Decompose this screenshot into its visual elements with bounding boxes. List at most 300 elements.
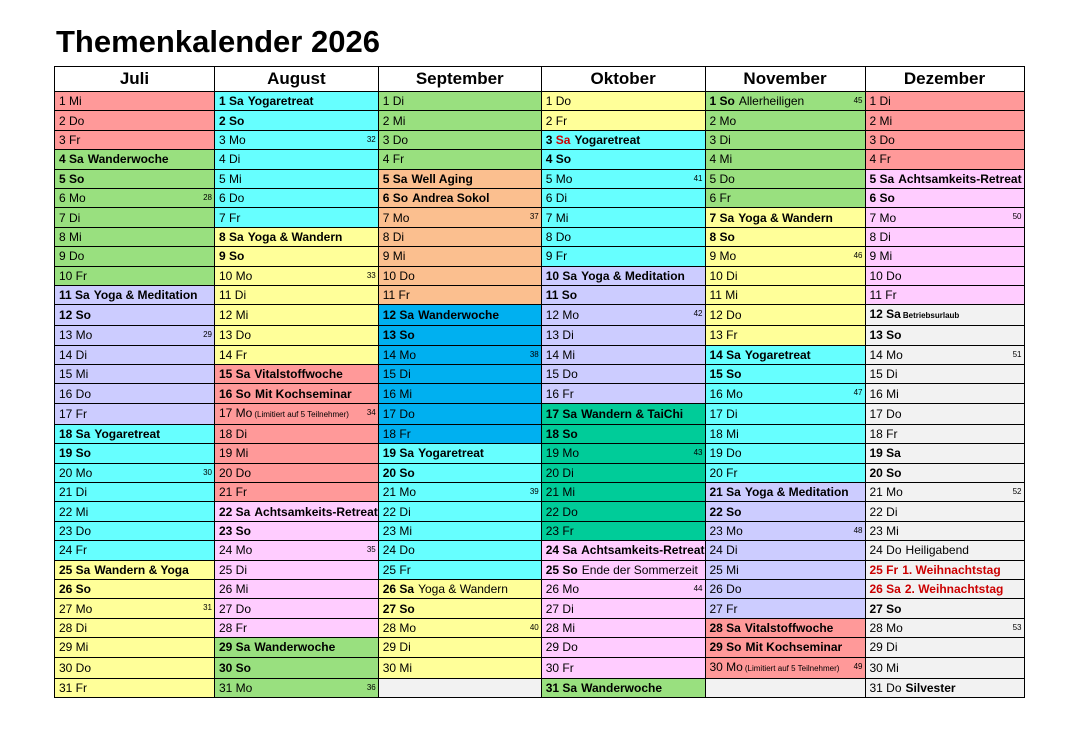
day-cell (865, 424, 1024, 443)
day-event: Yoga & Wandern (418, 582, 508, 597)
day-cell (705, 424, 865, 443)
day-date: 26 Mi (219, 582, 249, 597)
day-date: 24 Fr (59, 543, 88, 558)
day-date: 8 Mi (59, 229, 82, 244)
day-date: 6 So (382, 191, 409, 206)
day-cell (215, 384, 379, 403)
week-number: 48 (853, 525, 863, 535)
day-cell (378, 502, 541, 521)
day-cell (865, 188, 1024, 207)
day-date: 3 Sa (545, 132, 571, 147)
day-date: 22 Di (382, 504, 411, 519)
day-date: 6 Do (219, 191, 245, 206)
day-date: 10 Mo (219, 268, 253, 283)
day-cell (705, 384, 865, 403)
day-event: Yoga & Meditation (581, 268, 685, 283)
day-cell (55, 541, 215, 560)
day-cell (705, 130, 865, 149)
day-date: 23 Fr (545, 524, 574, 538)
day-event: Ende der Sommerzeit (581, 562, 698, 577)
day-date: 9 Mo (709, 249, 737, 264)
day-date: 18 Fr (382, 427, 411, 442)
day-date: 25 Di (219, 562, 248, 577)
week-number: 50 (1012, 212, 1022, 222)
day-event: Yogaretreat (418, 446, 484, 461)
day-date: 7 Mo (869, 210, 897, 225)
day-date: 31 Sa (545, 680, 578, 695)
day-cell (705, 483, 865, 502)
calendar-row (55, 130, 1025, 149)
day-date: 13 Do (219, 328, 252, 343)
day-date: 19 Do (709, 446, 742, 461)
calendar-row (55, 483, 1025, 502)
day-date: 27 Mo (59, 601, 93, 616)
day-cell (865, 502, 1024, 521)
day-date: 12 Sa (869, 307, 901, 322)
day-date: 24 Do (869, 543, 902, 558)
day-cell (705, 579, 865, 598)
day-cell (541, 678, 705, 697)
day-date: 29 Mi (59, 640, 89, 655)
day-date: 24 Do (382, 543, 415, 558)
day-date: 3 Do (382, 132, 409, 147)
day-cell (541, 599, 705, 618)
day-cell (541, 188, 705, 207)
day-date: 25 Fr (382, 562, 411, 577)
day-cell (865, 326, 1024, 345)
week-number: 41 (693, 173, 703, 183)
day-date: 26 Sa (869, 582, 901, 597)
day-cell (215, 111, 379, 130)
day-cell (215, 365, 379, 384)
day-date: 2 Do (59, 113, 85, 128)
day-cell (865, 285, 1024, 304)
day-cell (55, 365, 215, 384)
day-date: 5 Mi (219, 171, 242, 186)
day-date: 11 Sa (59, 288, 90, 303)
day-date: 30 Mi (382, 660, 413, 675)
day-date: 26 So (59, 582, 92, 597)
day-cell (378, 541, 541, 560)
day-cell (378, 579, 541, 598)
day-cell (55, 266, 215, 285)
month-header-juli: Juli (55, 67, 215, 92)
day-date: 18 Fr (869, 427, 898, 442)
day-cell (865, 483, 1024, 502)
day-event: Heiligabend (905, 543, 969, 558)
day-date: 9 So (219, 249, 245, 264)
day-cell (55, 618, 215, 637)
day-date: 30 So (219, 660, 252, 675)
day-cell (215, 463, 379, 482)
day-cell (55, 560, 215, 579)
day-event: Wanderwoche (87, 152, 169, 167)
day-date: 29 Sa (219, 640, 251, 655)
calendar-row (55, 541, 1025, 560)
day-event: Wanderwoche (581, 680, 663, 695)
day-cell (215, 521, 379, 540)
day-cell (705, 618, 865, 637)
week-number: 38 (529, 349, 539, 359)
day-cell (865, 266, 1024, 285)
week-number: 52 (1012, 487, 1022, 497)
day-date: 10 Di (709, 268, 738, 283)
day-cell (541, 444, 705, 463)
day-cell (541, 326, 705, 345)
day-cell (378, 305, 541, 326)
day-date: 29 Do (545, 640, 578, 655)
day-date: 7 Sa (709, 210, 735, 225)
day-cell (378, 150, 541, 169)
week-number: 39 (529, 487, 539, 497)
day-date: 31 Fr (59, 680, 88, 695)
day-cell (865, 521, 1024, 540)
day-cell (55, 483, 215, 502)
day-date: 12 Mi (219, 308, 249, 323)
day-event: Silvester (905, 680, 956, 695)
day-date: 21 Di (59, 485, 88, 500)
day-event: Yoga & Meditation (93, 288, 198, 303)
calendar-row (55, 384, 1025, 403)
day-date: 27 So (382, 601, 415, 616)
day-date: 10 Sa (545, 268, 578, 283)
day-event: Well Aging (411, 171, 473, 186)
day-date: 4 Sa (59, 152, 84, 167)
day-date: 5 Sa (869, 171, 895, 186)
day-date: 8 Di (869, 229, 891, 244)
day-date: 4 Di (219, 152, 241, 167)
day-cell (215, 657, 379, 678)
calendar-row (55, 247, 1025, 266)
day-cell (378, 169, 541, 188)
day-event: Yogaretreat (744, 347, 811, 362)
day-cell (55, 403, 215, 424)
day-note: (Limitiert auf 5 Teilnehmer) (744, 663, 840, 673)
day-cell (215, 227, 379, 246)
day-cell (865, 541, 1024, 560)
day-cell (541, 208, 705, 227)
day-date: 13 Fr (709, 328, 738, 343)
day-cell (215, 444, 379, 463)
day-date: 4 So (545, 152, 572, 167)
calendar-row (55, 326, 1025, 345)
day-cell (215, 305, 379, 326)
day-date: 30 Mo (709, 659, 743, 674)
calendar-row (55, 345, 1025, 364)
day-date: 5 Sa (382, 171, 408, 186)
day-date: 19 So (59, 446, 92, 461)
day-cell (865, 208, 1024, 227)
day-cell (865, 403, 1024, 424)
calendar-row (55, 92, 1025, 111)
day-date: 23 Do (59, 524, 92, 538)
day-cell (55, 384, 215, 403)
day-date: 10 Fr (59, 268, 88, 283)
day-date: 1 Sa (219, 94, 244, 109)
day-cell (541, 638, 705, 657)
day-cell (541, 247, 705, 266)
day-date: 23 Mo (709, 524, 743, 538)
day-date: 14 Mi (545, 347, 576, 362)
day-date: 17 Do (869, 406, 902, 421)
day-cell (378, 365, 541, 384)
month-header-dezember: Dezember (865, 67, 1024, 92)
day-cell (865, 599, 1024, 618)
calendar-row (55, 502, 1025, 521)
day-cell (215, 502, 379, 521)
day-event: Yogaretreat (94, 427, 161, 442)
day-cell (378, 657, 541, 678)
page-title: Themenkalender 2026 (56, 24, 380, 59)
day-cell (705, 169, 865, 188)
day-cell (541, 130, 705, 149)
day-cell (55, 247, 215, 266)
day-cell (865, 92, 1024, 111)
day-date: 22 Sa (219, 504, 251, 519)
day-date: 14 Sa (709, 347, 741, 362)
day-date: 21 Sa (709, 485, 741, 500)
day-cell (865, 560, 1024, 579)
day-cell (705, 326, 865, 345)
day-date: 7 Mi (545, 210, 569, 225)
day-cell (865, 579, 1024, 598)
calendar-table (54, 66, 1025, 698)
day-date: 26 Mo (545, 582, 580, 597)
day-event: Achtsamkeits-Retreat (898, 171, 1022, 186)
day-date: 15 Do (545, 367, 578, 382)
day-event: Achtsamkeits-Retreat (581, 543, 705, 558)
day-date: 7 Di (59, 210, 81, 225)
day-cell (378, 208, 541, 227)
day-date: 20 Mo (59, 465, 93, 480)
week-number: 32 (366, 134, 376, 144)
day-date: 11 Fr (382, 288, 410, 303)
day-cell (55, 285, 215, 304)
day-date: 7 Mo (382, 210, 410, 225)
day-date: 1 Di (382, 94, 405, 109)
day-event: Yogaretreat (247, 94, 314, 109)
day-cell (55, 227, 215, 246)
day-date: 15 Di (869, 367, 898, 382)
day-date: 5 Do (709, 171, 735, 186)
day-cell (705, 188, 865, 207)
calendar-row (55, 444, 1025, 463)
calendar-row (55, 188, 1025, 207)
day-cell (378, 384, 541, 403)
calendar-row (55, 266, 1025, 285)
day-date: 20 Do (219, 465, 252, 480)
day-date: 13 So (382, 328, 415, 343)
day-cell (55, 678, 215, 697)
day-date: 2 So (219, 113, 245, 128)
day-date: 25 So (545, 562, 578, 577)
day-date: 30 Mi (869, 660, 899, 675)
day-cell (378, 638, 541, 657)
calendar-row (55, 678, 1025, 697)
day-cell (215, 326, 379, 345)
week-number: 34 (366, 407, 376, 417)
day-cell (378, 266, 541, 285)
week-number: 29 (203, 330, 212, 340)
day-event: Mit Kochseminar (745, 640, 843, 655)
day-date: 19 Mi (219, 446, 249, 461)
day-date: 3 Do (869, 132, 895, 147)
day-date: 20 So (382, 465, 415, 480)
day-date: 3 Fr (59, 132, 81, 147)
week-number: 35 (366, 545, 376, 555)
day-cell (705, 285, 865, 304)
day-cell (541, 285, 705, 304)
day-date: 4 Mi (709, 152, 733, 167)
day-cell (865, 657, 1024, 678)
day-date: 4 Fr (382, 152, 405, 167)
day-date: 24 Mo (219, 543, 253, 558)
day-cell (865, 618, 1024, 637)
day-cell (541, 483, 705, 502)
day-cell (378, 227, 541, 246)
day-date: 15 Mi (59, 367, 89, 382)
day-cell (541, 560, 705, 579)
day-cell (378, 483, 541, 502)
calendar-row (55, 285, 1025, 304)
day-cell (705, 403, 865, 424)
week-number: 37 (529, 212, 539, 222)
day-date: 21 Mo (382, 485, 417, 500)
day-cell (541, 92, 705, 111)
day-date: 6 Di (545, 191, 568, 206)
day-cell (378, 678, 541, 697)
day-cell (541, 657, 705, 678)
day-date: 1 So (709, 94, 735, 109)
day-cell (215, 169, 379, 188)
day-cell (215, 266, 379, 285)
day-cell (215, 247, 379, 266)
day-date: 14 Fr (219, 347, 248, 362)
day-cell (705, 444, 865, 463)
day-date: 11 Di (219, 288, 247, 303)
day-date: 17 Mo (219, 405, 253, 420)
week-number: 40 (529, 622, 539, 632)
day-cell (215, 618, 379, 637)
day-date: 13 So (869, 328, 902, 343)
calendar-row (55, 657, 1025, 678)
day-date: 8 Di (382, 229, 405, 244)
day-date: 18 Sa (59, 427, 91, 442)
day-cell (705, 227, 865, 246)
day-date: 8 So (709, 229, 735, 244)
day-date: 6 Mo (59, 191, 86, 206)
day-cell (215, 130, 379, 149)
calendar-row (55, 424, 1025, 443)
day-date: 14 Mo (382, 347, 417, 362)
day-date: 28 Mo (869, 620, 903, 635)
day-date: 20 So (869, 465, 902, 480)
week-number: 44 (693, 583, 703, 593)
day-date: 1 Di (869, 94, 891, 109)
day-date: 11 Fr (869, 288, 897, 303)
day-cell (705, 92, 865, 111)
day-date: 2 Mo (709, 113, 737, 128)
month-header-august: August (215, 67, 379, 92)
day-date: 16 Fr (545, 386, 574, 401)
day-cell (705, 365, 865, 384)
day-date: 17 Di (709, 406, 738, 421)
day-date: 15 So (709, 367, 742, 382)
day-cell (865, 111, 1024, 130)
calendar-row (55, 618, 1025, 637)
day-cell (541, 365, 705, 384)
day-cell (705, 560, 865, 579)
day-cell (55, 638, 215, 657)
day-cell (541, 579, 705, 598)
day-date: 3 Mo (219, 132, 246, 147)
day-cell (541, 502, 705, 521)
day-date: 9 Mi (382, 249, 406, 264)
week-number: 43 (693, 448, 703, 458)
day-cell (215, 541, 379, 560)
day-cell (215, 403, 379, 424)
day-date: 19 Sa (382, 446, 415, 461)
day-cell (705, 521, 865, 540)
day-date: 26 Sa (382, 582, 415, 597)
day-cell (215, 208, 379, 227)
day-cell (215, 560, 379, 579)
calendar-row (55, 579, 1025, 598)
day-cell (55, 169, 215, 188)
day-date: 12 So (59, 308, 92, 323)
day-date: 6 Fr (709, 191, 731, 206)
day-date: 13 Mo (59, 328, 93, 343)
calendar-row (55, 403, 1025, 424)
day-cell (705, 150, 865, 169)
day-date: 27 Fr (709, 601, 738, 616)
day-date: 31 Do (869, 680, 902, 695)
day-cell (865, 463, 1024, 482)
day-date: 24 Di (709, 543, 738, 558)
day-date: 16 So (219, 386, 252, 401)
day-cell (541, 403, 705, 424)
day-cell (865, 365, 1024, 384)
day-date: 25 Fr (869, 562, 899, 577)
day-cell (705, 266, 865, 285)
calendar-row (55, 208, 1025, 227)
day-date: 2 Fr (545, 113, 568, 128)
day-date: 8 Do (545, 229, 572, 244)
day-cell (865, 305, 1024, 326)
day-date: 19 Sa (869, 446, 901, 461)
day-cell (541, 150, 705, 169)
day-date: 29 Di (869, 640, 898, 655)
day-cell (378, 188, 541, 207)
day-cell (215, 678, 379, 697)
day-cell (55, 326, 215, 345)
day-date: 26 Do (709, 582, 742, 597)
day-cell (55, 579, 215, 598)
day-cell (541, 227, 705, 246)
day-cell (705, 111, 865, 130)
calendar-row (55, 365, 1025, 384)
day-event: Vitalstoffwoche (254, 367, 343, 382)
day-cell (865, 130, 1024, 149)
day-date: 6 So (869, 191, 895, 206)
week-number: 49 (853, 661, 863, 671)
day-cell (541, 541, 705, 560)
day-cell (55, 444, 215, 463)
day-cell (865, 384, 1024, 403)
calendar-row (55, 111, 1025, 130)
day-date: 16 Mi (382, 386, 413, 401)
day-date: 13 Di (545, 328, 574, 343)
